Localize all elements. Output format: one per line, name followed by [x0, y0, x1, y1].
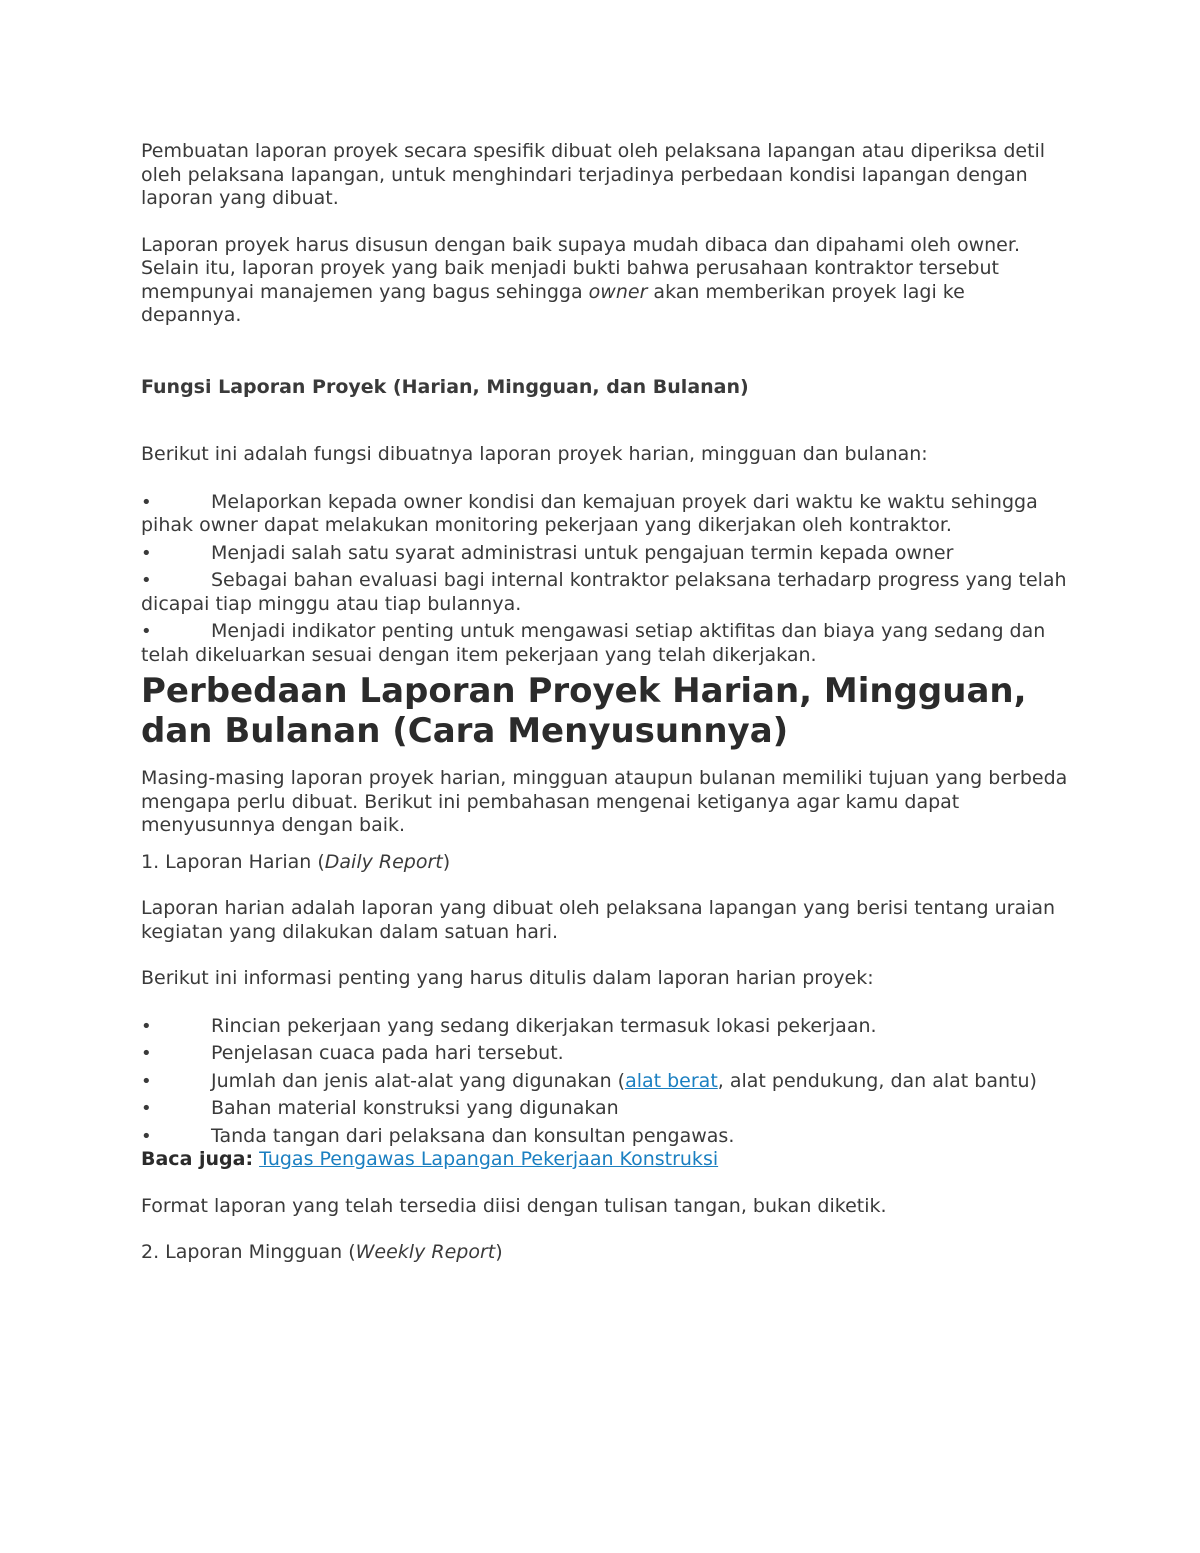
bullet-icon: • — [141, 1098, 152, 1119]
alat-berat-link[interactable]: alat berat — [625, 1069, 718, 1092]
bullet-icon: • — [141, 1070, 152, 1092]
list-item — [141, 1125, 1071, 1149]
bullet-icon: • — [141, 1043, 152, 1064]
mingguan-title-end: ) — [495, 1241, 503, 1263]
baca-juga — [141, 1148, 1071, 1172]
list-item-text: Melaporkan kepada owner kondisi dan kemajuan proyek dari waktu ke waktu sehingga pihak owner dapat melakukan monitoring pekerjaan yang dikerjakan oleh kontraktor. — [141, 490, 1038, 536]
list-item-text: Menjadi indikator penting untuk mengawasi setiap aktifitas dan biaya yang sedang dan telah dikeluarkan sesuai dengan item pekerjaan yang telah dikerjakan. — [141, 620, 1046, 666]
list-item-text: Tanda tangan dari pelaksana dan konsultan pengawas. — [211, 1124, 735, 1147]
mingguan-title — [141, 1241, 1071, 1265]
list-item-text: Bahan material konstruksi yang digunakan — [211, 1097, 619, 1119]
bullet-icon: • — [141, 491, 152, 513]
fungsi-list — [141, 491, 1071, 668]
list-item — [141, 542, 1071, 566]
intro-paragraph-2-start: Laporan proyek harus disusun dengan baik supaya mudah dibaca dan dipahami oleh owner. Selain itu, laporan proyek yang baik menjadi bukti bahwa perusahaan kontraktor tersebut mempunyai manajemen yang bagus sehingga — [141, 233, 1020, 303]
list-item — [141, 1015, 1071, 1039]
list-item — [141, 1042, 1071, 1066]
fungsi-lead: Berikut ini adalah fungsi dibuatnya laporan proyek harian, mingguan dan bulanan: — [141, 443, 928, 465]
bullet-icon: • — [141, 542, 152, 564]
intro-paragraph-2 — [141, 234, 1071, 328]
harian-lead: Berikut ini informasi penting yang harus ditulis dalam laporan harian proyek: — [141, 967, 874, 989]
bullet-icon: • — [141, 621, 152, 642]
list-item-text-end: , alat pendukung, dan alat bantu) — [717, 1069, 1037, 1092]
document-body — [141, 140, 1071, 1265]
intro-paragraph-1: Pembuatan laporan proyek secara spesifik dibuat oleh pelaksana lapangan atau diperiksa detil oleh pelaksana lapangan, untuk menghindari terjadinya perbedaan kondisi lapangan dengan laporan yang dibuat. — [141, 140, 1046, 209]
list-item-text: Sebagai bahan evaluasi bagi internal kontraktor pelaksana terhadarp progress yang telah dicapai tiap minggu atau tiap bulannya. — [141, 569, 1067, 615]
perbedaan-intro: Masing-masing laporan proyek harian, mingguan ataupun bulanan memiliki tujuan yang berbeda mengapa perlu dibuat. Berikut ini pembahasan mengenai ketiganya agar kamu dapat menyusunnya dengan baik. — [141, 767, 1068, 836]
list-item — [141, 491, 1071, 538]
intro-paragraph-2-end: akan memberikan proyek lagi ke depannya. — [141, 280, 965, 326]
harian-title-italic: Daily Report — [324, 850, 443, 873]
bullet-icon: • — [141, 1015, 152, 1037]
mingguan-title-start: 2. Laporan Mingguan ( — [141, 1241, 356, 1263]
list-item-text: Rincian pekerjaan yang sedang dikerjakan termasuk lokasi pekerjaan. — [211, 1014, 877, 1037]
baca-juga-label: Baca juga: — [141, 1148, 254, 1170]
list-item-text: Menjadi salah satu syarat administrasi untuk pengajuan termin kepada owner — [211, 541, 954, 564]
perbedaan-heading: Perbedaan Laporan Proyek Harian, Mingguan, dan Bulanan (Cara Menyusunnya) — [141, 671, 1027, 751]
list-item-text: Penjelasan cuaca pada hari tersebut. — [211, 1042, 564, 1064]
intro-paragraph-2-italic: owner — [588, 280, 648, 303]
list-item — [141, 620, 1071, 667]
bullet-icon: • — [141, 1125, 152, 1147]
fungsi-heading: Fungsi Laporan Proyek (Harian, Mingguan, dan Bulanan) — [141, 375, 749, 398]
list-item — [141, 569, 1071, 616]
list-item — [141, 1097, 1071, 1121]
harian-title — [141, 851, 1071, 875]
harian-list — [141, 1015, 1071, 1149]
harian-title-end: ) — [442, 850, 451, 873]
baca-juga-link[interactable]: Tugas Pengawas Lapangan Pekerjaan Konstruksi — [259, 1148, 719, 1170]
list-item — [141, 1070, 1071, 1094]
harian-description: Laporan harian adalah laporan yang dibuat oleh pelaksana lapangan yang berisi tentang uraian kegiatan yang dilakukan dalam satuan hari. — [141, 897, 1056, 943]
mingguan-title-italic: Weekly Report — [355, 1241, 496, 1263]
format-note: Format laporan yang telah tersedia diisi dengan tulisan tangan, bukan diketik. — [141, 1194, 887, 1217]
list-item-text-start: Jumlah dan jenis alat-alat yang digunakan ( — [211, 1069, 626, 1092]
harian-title-start: 1. Laporan Harian ( — [141, 850, 325, 873]
bullet-icon: • — [141, 570, 152, 591]
